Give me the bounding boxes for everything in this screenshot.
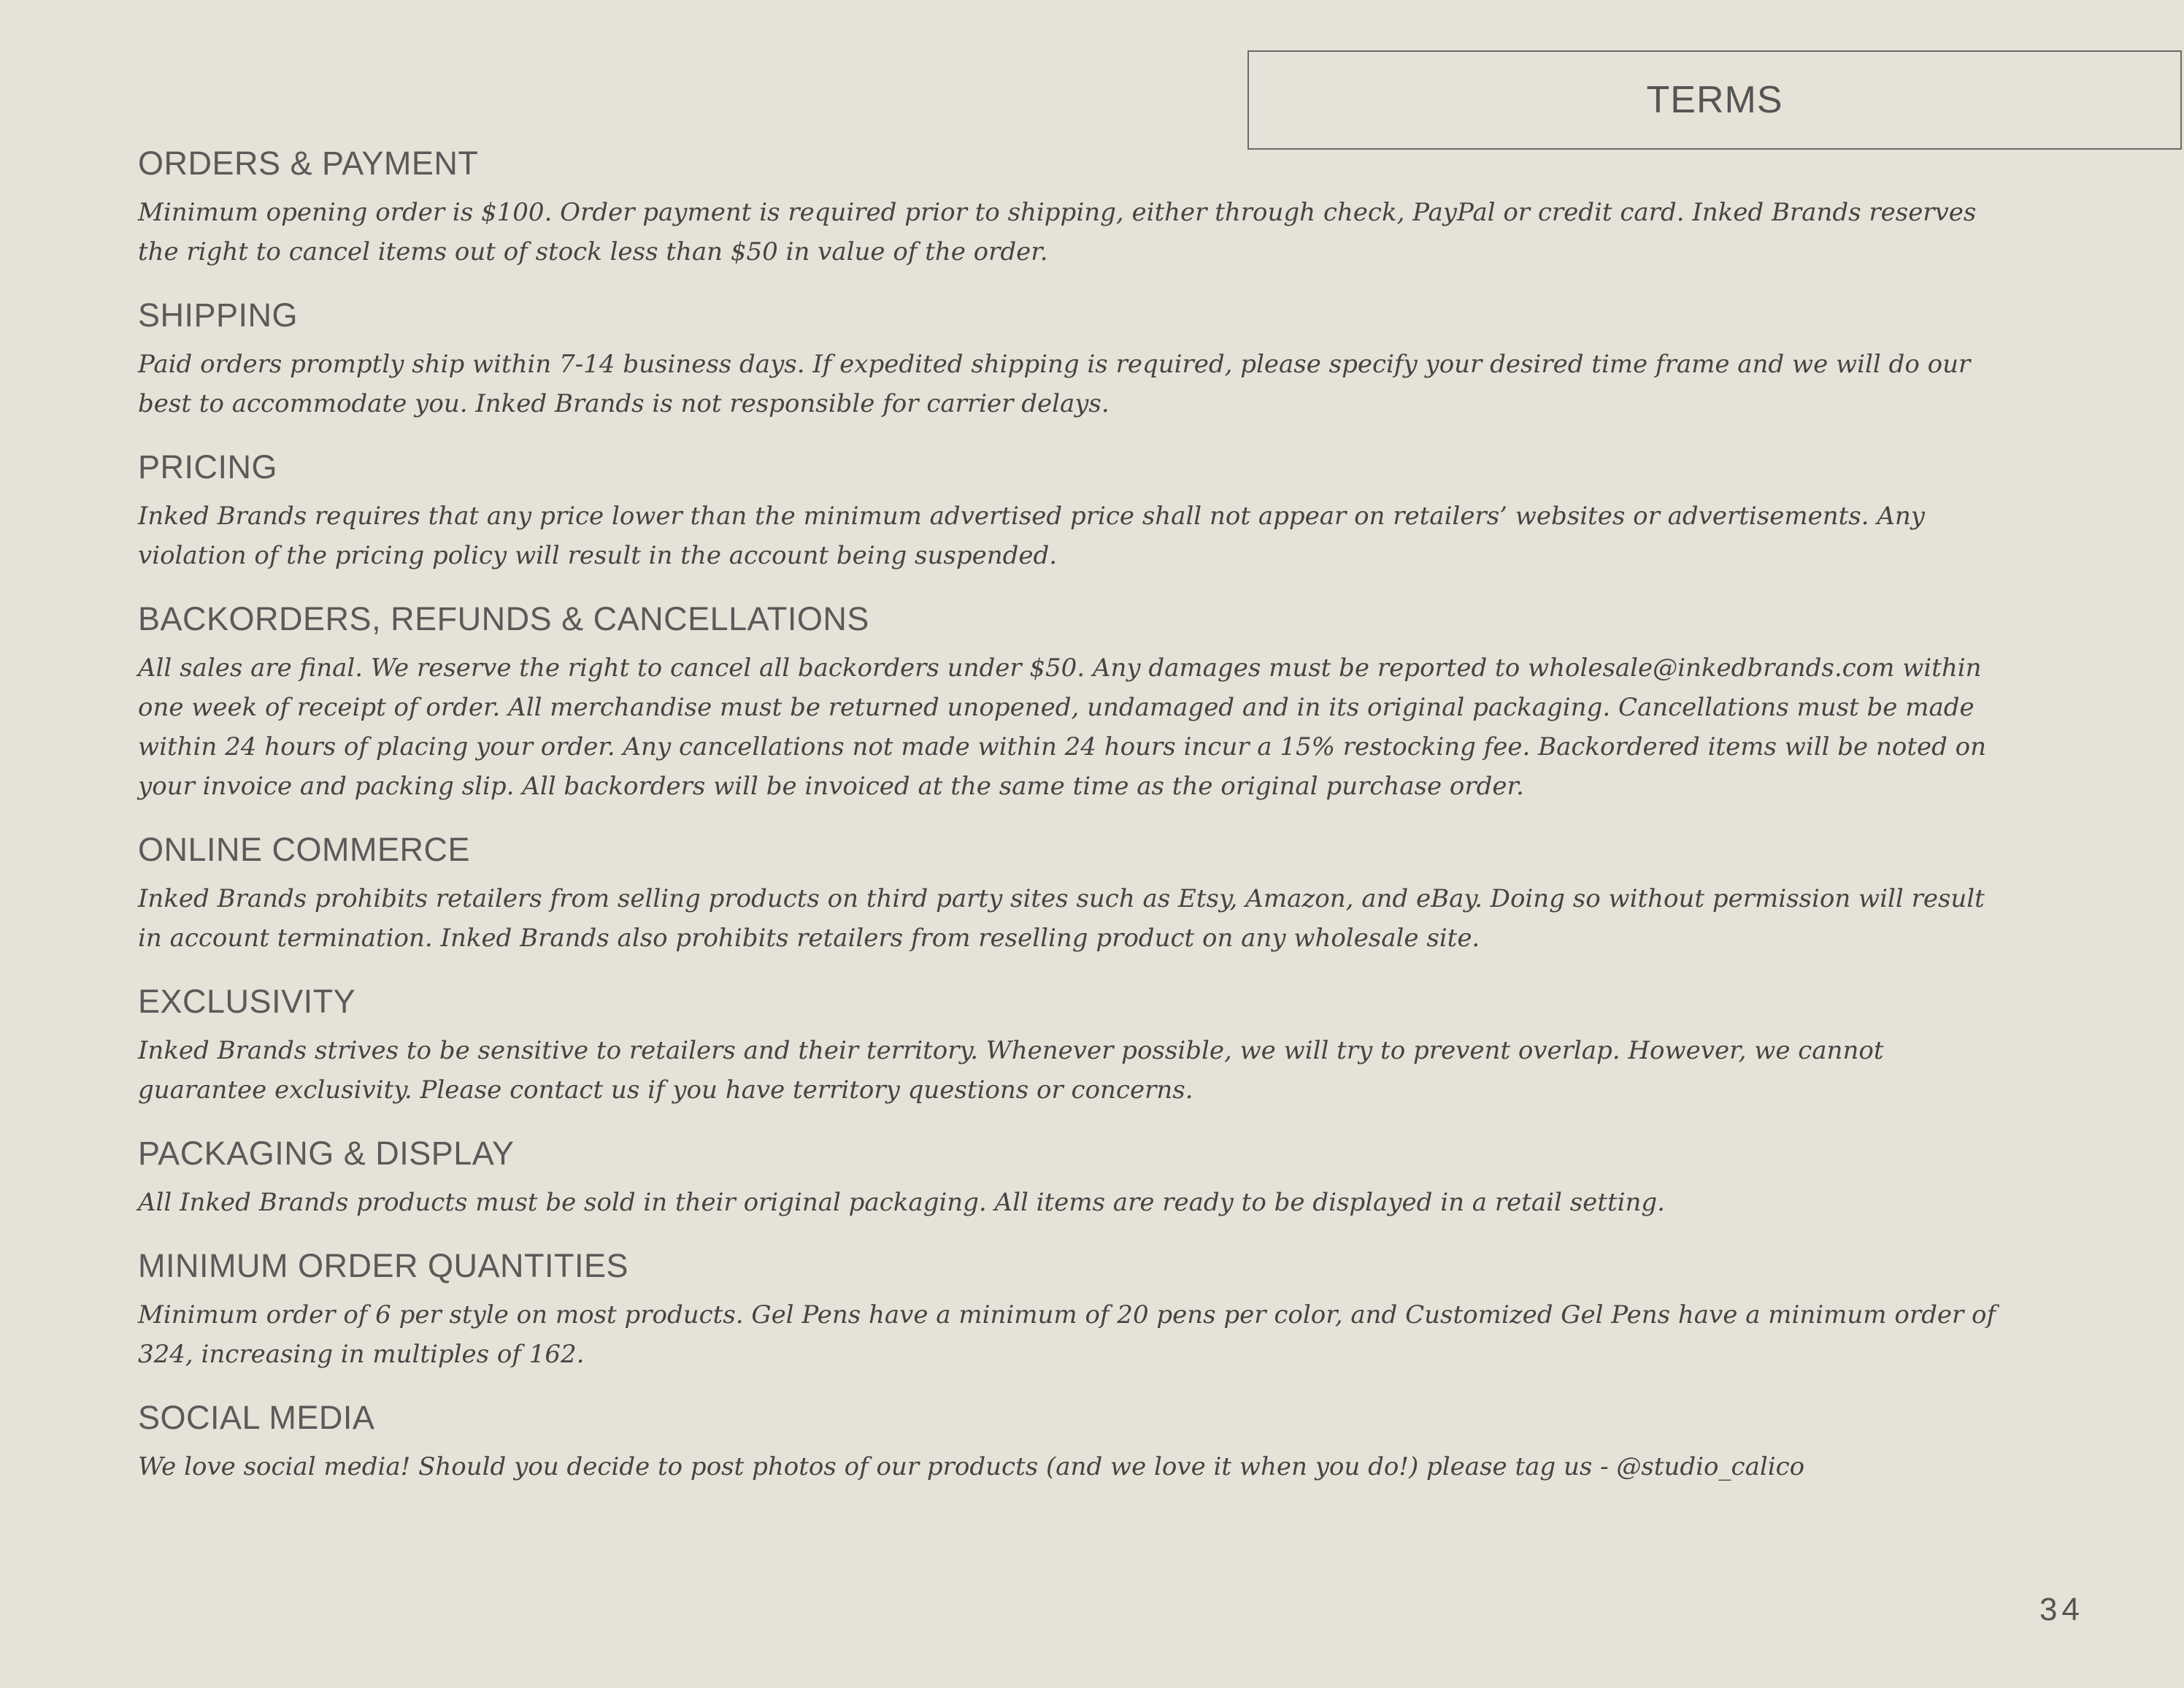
section-pricing	[138, 444, 2007, 575]
section-exclusivity	[138, 978, 2007, 1110]
section-heading: SHIPPING	[138, 296, 299, 334]
section-body: We love social media! Should you decide to post photos of our products (and we love it when you do!) please tag us - @studio_calico	[138, 1452, 1805, 1481]
section-body: Minimum order of 6 per style on most products. Gel Pens have a minimum of 20 pens per color, and Customized Gel Pens have a minimum order of 324, increasing in multiples of 162.	[138, 1300, 1996, 1369]
section-heading: PRICING	[138, 448, 278, 486]
section-heading: ONLINE COMMERCE	[138, 831, 471, 868]
section-body: Inked Brands requires that any price lower than the minimum advertised price shall not appear on retailers’ websites or advertisements. Any violation of the pricing policy will result in the account being suspended.	[138, 502, 1925, 570]
section-body: Inked Brands strives to be sensitive to retailers and their territory. Whenever possible, we will try to prevent overlap. However, we cannot guarantee exclusivity. Please contact us if you have territory questions or concerns.	[138, 1036, 1884, 1105]
section-heading: PACKAGING & DISPLAY	[138, 1135, 515, 1172]
section-heading: SOCIAL MEDIA	[138, 1399, 375, 1436]
section-packaging-display	[138, 1130, 2007, 1222]
section-shipping	[138, 292, 2007, 423]
section-online-commerce	[138, 826, 2007, 958]
section-minimum-order-quantities	[138, 1243, 2007, 1374]
section-body: Inked Brands prohibits retailers from selling products on third party sites such as Etsy, Amazon, and eBay. Doing so without permission will result in account termination. Inked Brands also prohibits retailers from reselling product on any wholesale site.	[138, 884, 1985, 953]
section-heading: EXCLUSIVITY	[138, 983, 356, 1020]
section-orders-payment	[138, 140, 2007, 272]
section-body: Paid orders promptly ship within 7-14 business days. If expedited shipping is required, please specify your desired time frame and we will do our best to accommodate you. Inked Brands is not responsible for carrier delays.	[138, 350, 1971, 418]
terms-header-box	[1247, 50, 2182, 150]
section-backorders-refunds	[138, 596, 2007, 806]
page-number: 34	[2039, 1592, 2084, 1627]
section-body: Minimum opening order is $100. Order payment is required prior to shipping, either through check, PayPal or credit card. Inked Brands reserves the right to cancel items out of stock less than $50 in value of the order.	[138, 198, 1977, 266]
section-heading: MINIMUM ORDER QUANTITIES	[138, 1247, 628, 1284]
section-social-media	[138, 1394, 2007, 1486]
section-heading: ORDERS & PAYMENT	[138, 145, 479, 182]
section-body: All sales are final. We reserve the right to cancel all backorders under $50. Any damages must be reported to wholesale@inkedbrands.com within one week of receipt of order. All merchandise must be returned unopened, undamaged and in its original packaging. Cancellations must be made within 24 hours of placing your order. Any cancellations not made within 24 hours incur a 15% restocking fee. Backordered items will be noted on your invoice and packing slip. All backorders will be invoiced at the same time as the original purchase order.	[138, 653, 1987, 801]
terms-content	[138, 140, 2007, 1507]
page-title: TERMS	[1646, 79, 1783, 121]
section-body: All Inked Brands products must be sold in their original packaging. All items are ready to be displayed in a retail setting.	[138, 1188, 1665, 1217]
section-heading: BACKORDERS, REFUNDS & CANCELLATIONS	[138, 600, 869, 637]
